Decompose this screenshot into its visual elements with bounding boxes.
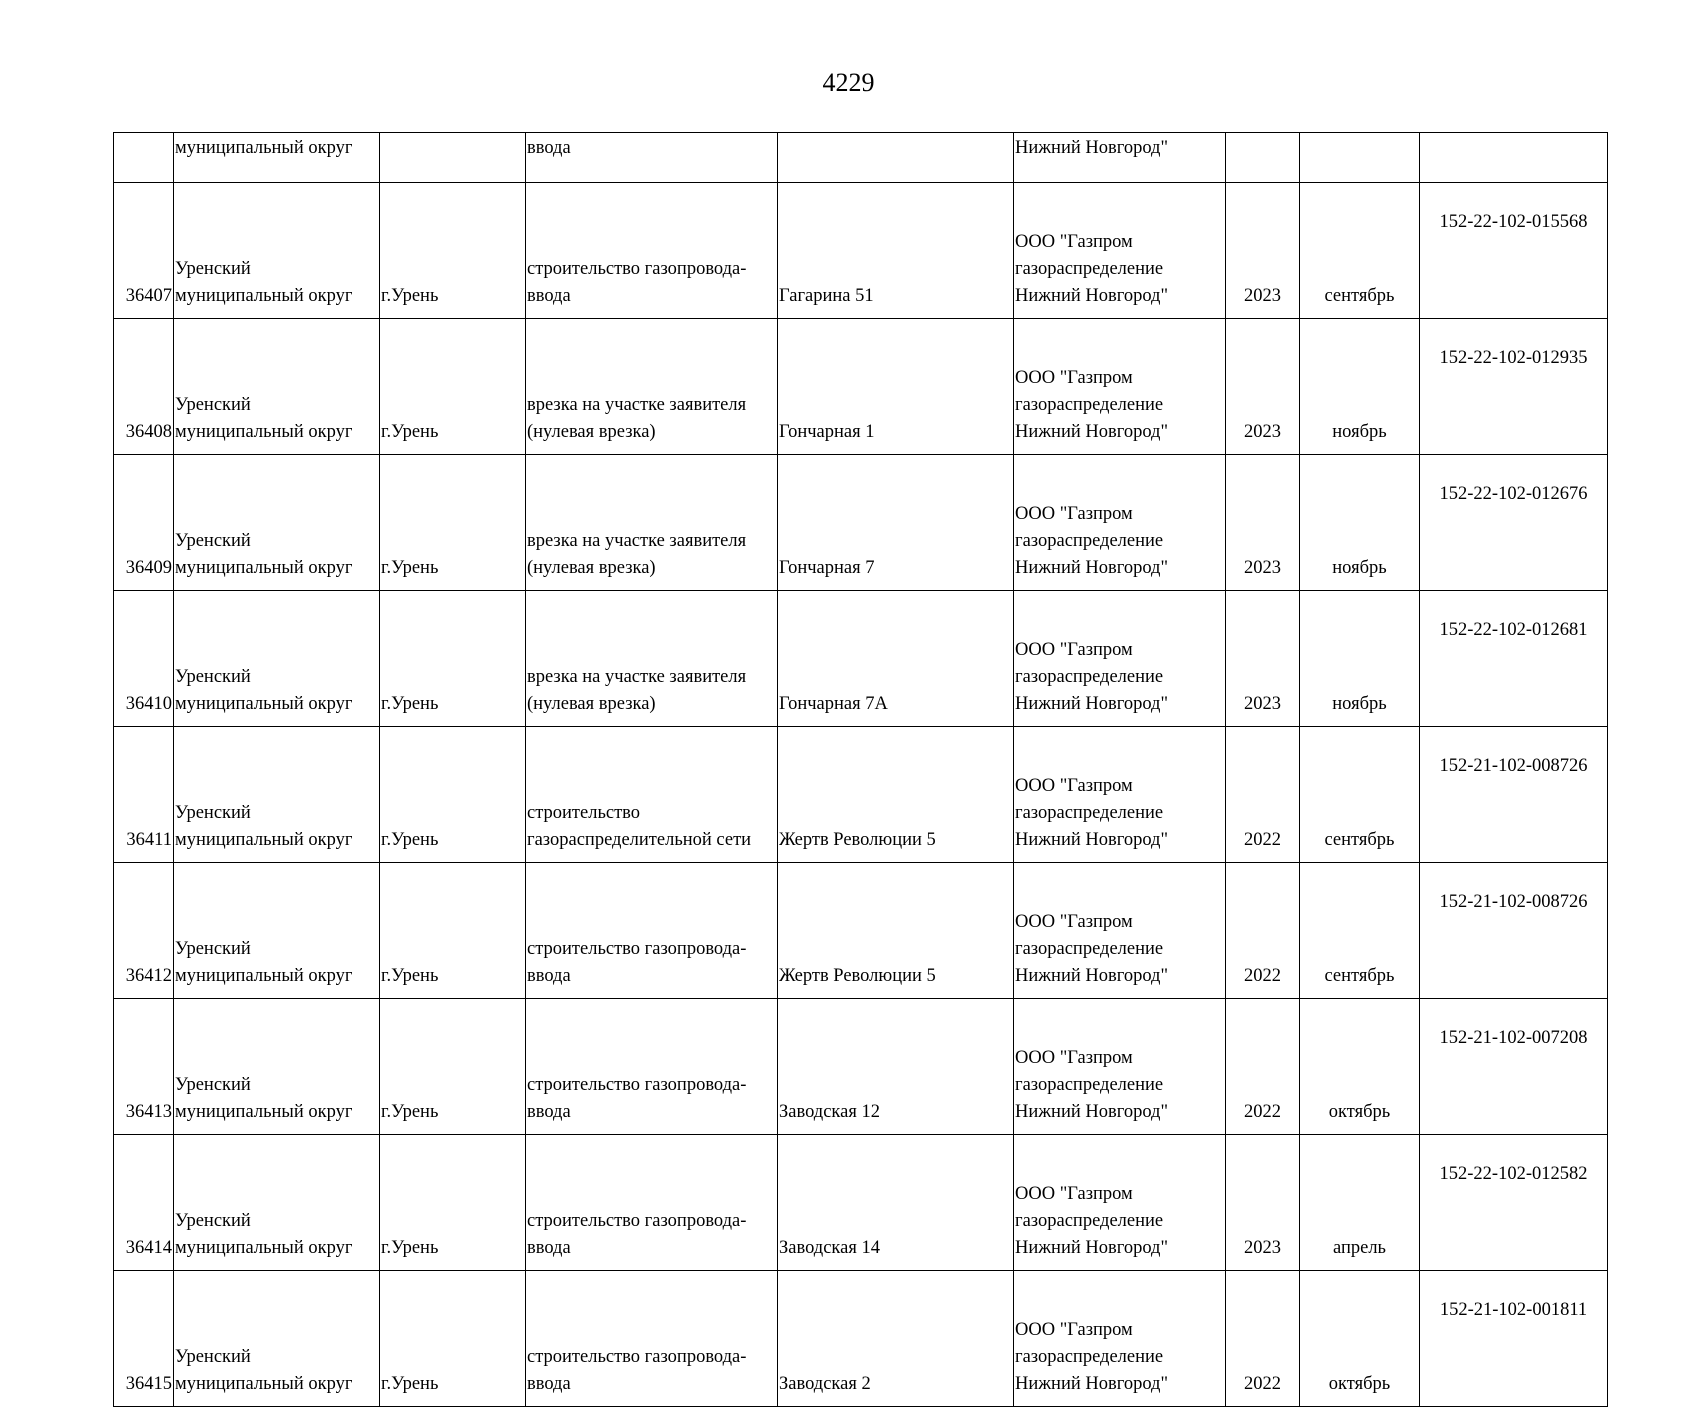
cell-work	[526, 999, 778, 1135]
cell-operator-line: ООО "Газпром	[1015, 640, 1133, 660]
cell-code: 152-22-102-012681	[1420, 591, 1608, 727]
cell-work-line: строительство	[527, 803, 641, 823]
cell-operator	[1014, 863, 1226, 999]
cell-work-line: (нулевая врезка)	[527, 422, 656, 442]
cell-district-line: Уренский	[175, 939, 251, 959]
cell-num: 36412	[114, 863, 174, 999]
cell-district-line: Уренский	[175, 1075, 251, 1095]
cell-month: ноябрь	[1300, 591, 1420, 727]
cell-num: 36408	[114, 319, 174, 455]
table-body	[114, 133, 1608, 1407]
cell-address: Заводская 2	[778, 1271, 1014, 1407]
cell-operator-line: ООО "Газпром	[1015, 368, 1133, 388]
cell-district-line: муниципальный округ	[175, 1238, 353, 1258]
cell-address: Гончарная 1	[778, 319, 1014, 455]
cell-operator-line: газораспределение	[1015, 395, 1164, 415]
cell-operator-line: ООО "Газпром	[1015, 1048, 1133, 1068]
cell-operator	[1014, 319, 1226, 455]
cell-work-line: строительство газопровода-	[527, 1211, 747, 1231]
cell-work-line: газораспределительной сети	[527, 830, 752, 850]
cell-operator: Нижний Новгород"	[1014, 133, 1226, 183]
cell-district	[174, 591, 380, 727]
cell-district-line: муниципальный округ	[175, 1374, 353, 1394]
cell-district	[174, 999, 380, 1135]
cell-operator-line: газораспределение	[1015, 667, 1164, 687]
cell-operator-line: Нижний Новгород"	[1015, 830, 1169, 850]
cell-month: апрель	[1300, 1135, 1420, 1271]
cell-district-line: Уренский	[175, 259, 251, 279]
cell-operator	[1014, 1271, 1226, 1407]
cell-year: 2023	[1226, 455, 1300, 591]
cell-num: 36407	[114, 183, 174, 319]
cell-code	[1420, 133, 1608, 183]
cell-operator-line: Нижний Новгород"	[1015, 1374, 1169, 1394]
cell-operator	[1014, 183, 1226, 319]
cell-year: 2023	[1226, 183, 1300, 319]
cell-settlement: г.Урень	[380, 319, 526, 455]
cell-district	[174, 455, 380, 591]
table-row	[114, 591, 1608, 727]
cell-month: сентябрь	[1300, 727, 1420, 863]
cell-work-line: (нулевая врезка)	[527, 558, 656, 578]
cell-operator-line: ООО "Газпром	[1015, 776, 1133, 796]
cell-operator-line: Нижний Новгород"	[1015, 558, 1169, 578]
cell-work-line: врезка на участке заявителя	[527, 395, 747, 415]
cell-operator-line: Нижний Новгород"	[1015, 694, 1169, 714]
cell-operator-line: ООО "Газпром	[1015, 504, 1133, 524]
cell-address	[778, 133, 1014, 183]
cell-operator-line: газораспределение	[1015, 1075, 1164, 1095]
cell-settlement: г.Урень	[380, 591, 526, 727]
cell-address: Заводская 14	[778, 1135, 1014, 1271]
cell-operator-line: газораспределение	[1015, 1347, 1164, 1367]
cell-district	[174, 863, 380, 999]
cell-work-line: врезка на участке заявителя	[527, 531, 747, 551]
cell-work-line: строительство газопровода-	[527, 939, 747, 959]
table-row	[114, 319, 1608, 455]
cell-operator-line: Нижний Новгород"	[1015, 1102, 1169, 1122]
table-row	[114, 999, 1608, 1135]
cell-month: сентябрь	[1300, 183, 1420, 319]
cell-operator-line: газораспределение	[1015, 531, 1164, 551]
cell-settlement: г.Урень	[380, 183, 526, 319]
register-table	[113, 132, 1608, 1407]
cell-settlement: г.Урень	[380, 999, 526, 1135]
cell-district	[174, 183, 380, 319]
cell-district-line: Уренский	[175, 531, 251, 551]
cell-district-line: Уренский	[175, 803, 251, 823]
cell-work-line: строительство газопровода-	[527, 259, 747, 279]
cell-operator-line: Нижний Новгород"	[1015, 286, 1169, 306]
cell-settlement: г.Урень	[380, 1135, 526, 1271]
cell-operator-line: газораспределение	[1015, 803, 1164, 823]
cell-district: муниципальный округ	[174, 133, 380, 183]
table-row	[114, 863, 1608, 999]
cell-address: Жертв Революции 5	[778, 863, 1014, 999]
cell-district-line: муниципальный округ	[175, 694, 353, 714]
cell-settlement: г.Урень	[380, 1271, 526, 1407]
cell-year: 2023	[1226, 1135, 1300, 1271]
cell-year: 2022	[1226, 999, 1300, 1135]
cell-work-line: ввода	[527, 966, 571, 986]
cell-month: ноябрь	[1300, 319, 1420, 455]
cell-code: 152-22-102-012935	[1420, 319, 1608, 455]
cell-work: ввода	[526, 133, 778, 183]
cell-work-line: строительство газопровода-	[527, 1347, 747, 1367]
cell-operator-line: Нижний Новгород"	[1015, 422, 1169, 442]
cell-address: Гагарина 51	[778, 183, 1014, 319]
cell-month: октябрь	[1300, 999, 1420, 1135]
cell-code: 152-22-102-012582	[1420, 1135, 1608, 1271]
cell-work-line: врезка на участке заявителя	[527, 667, 747, 687]
cell-address: Заводская 12	[778, 999, 1014, 1135]
cell-year: 2023	[1226, 319, 1300, 455]
cell-operator-line: ООО "Газпром	[1015, 1184, 1133, 1204]
cell-district-line: муниципальный округ	[175, 558, 353, 578]
cell-work-line: ввода	[527, 286, 571, 306]
cell-work-line: ввода	[527, 1238, 571, 1258]
cell-month: ноябрь	[1300, 455, 1420, 591]
cell-district-line: Уренский	[175, 667, 251, 687]
cell-work	[526, 863, 778, 999]
cell-district-line: муниципальный округ	[175, 830, 353, 850]
cell-district	[174, 319, 380, 455]
cell-settlement	[380, 133, 526, 183]
cell-num: 36413	[114, 999, 174, 1135]
cell-operator-line: газораспределение	[1015, 939, 1164, 959]
cell-district	[174, 1271, 380, 1407]
cell-code: 152-21-102-008726	[1420, 727, 1608, 863]
cell-code: 152-22-102-015568	[1420, 183, 1608, 319]
cell-operator	[1014, 727, 1226, 863]
cell-year: 2022	[1226, 863, 1300, 999]
cell-year	[1226, 133, 1300, 183]
cell-district	[174, 1135, 380, 1271]
cell-num: 36409	[114, 455, 174, 591]
cell-code: 152-21-102-007208	[1420, 999, 1608, 1135]
cell-work-line: (нулевая врезка)	[527, 694, 656, 714]
cell-work	[526, 455, 778, 591]
table-row	[114, 455, 1608, 591]
cell-district-line: муниципальный округ	[175, 286, 353, 306]
cell-operator-line: Нижний Новгород"	[1015, 966, 1169, 986]
cell-settlement: г.Урень	[380, 863, 526, 999]
cell-work-line: строительство газопровода-	[527, 1075, 747, 1095]
cell-num: 36411	[114, 727, 174, 863]
cell-work	[526, 591, 778, 727]
cell-work	[526, 1271, 778, 1407]
table-row	[114, 1271, 1608, 1407]
cell-month	[1300, 133, 1420, 183]
cell-settlement: г.Урень	[380, 727, 526, 863]
cell-operator	[1014, 591, 1226, 727]
cell-operator-line: ООО "Газпром	[1015, 912, 1133, 932]
cell-num: 36415	[114, 1271, 174, 1407]
cell-operator-line: ООО "Газпром	[1015, 1320, 1133, 1340]
cell-num	[114, 133, 174, 183]
cell-settlement: г.Урень	[380, 455, 526, 591]
cell-month: октябрь	[1300, 1271, 1420, 1407]
cell-operator-line: газораспределение	[1015, 259, 1164, 279]
cell-operator-line: газораспределение	[1015, 1211, 1164, 1231]
cell-district-line: Уренский	[175, 1347, 251, 1367]
cell-code: 152-22-102-012676	[1420, 455, 1608, 591]
cell-work-line: ввода	[527, 1374, 571, 1394]
cell-num: 36414	[114, 1135, 174, 1271]
continuation-row	[114, 133, 1608, 183]
cell-operator-line: Нижний Новгород"	[1015, 1238, 1169, 1258]
cell-work	[526, 1135, 778, 1271]
cell-district-line: муниципальный округ	[175, 966, 353, 986]
cell-district-line: муниципальный округ	[175, 1102, 353, 1122]
cell-year: 2023	[1226, 591, 1300, 727]
cell-code: 152-21-102-008726	[1420, 863, 1608, 999]
cell-operator	[1014, 1135, 1226, 1271]
cell-year: 2022	[1226, 727, 1300, 863]
cell-district-line: муниципальный округ	[175, 422, 353, 442]
cell-work-line: ввода	[527, 1102, 571, 1122]
table-row	[114, 183, 1608, 319]
cell-district	[174, 727, 380, 863]
table-row	[114, 1135, 1608, 1271]
cell-operator	[1014, 999, 1226, 1135]
cell-address: Гончарная 7	[778, 455, 1014, 591]
table-row	[114, 727, 1608, 863]
cell-address: Жертв Революции 5	[778, 727, 1014, 863]
cell-district-line: Уренский	[175, 1211, 251, 1231]
cell-work	[526, 183, 778, 319]
cell-operator-line: ООО "Газпром	[1015, 232, 1133, 252]
cell-work	[526, 319, 778, 455]
cell-year: 2022	[1226, 1271, 1300, 1407]
cell-operator	[1014, 455, 1226, 591]
cell-num: 36410	[114, 591, 174, 727]
cell-month: сентябрь	[1300, 863, 1420, 999]
cell-district-line: Уренский	[175, 395, 251, 415]
page-number: 4229	[822, 68, 875, 97]
cell-code: 152-21-102-001811	[1420, 1271, 1608, 1407]
cell-address: Гончарная 7А	[778, 591, 1014, 727]
cell-work	[526, 727, 778, 863]
